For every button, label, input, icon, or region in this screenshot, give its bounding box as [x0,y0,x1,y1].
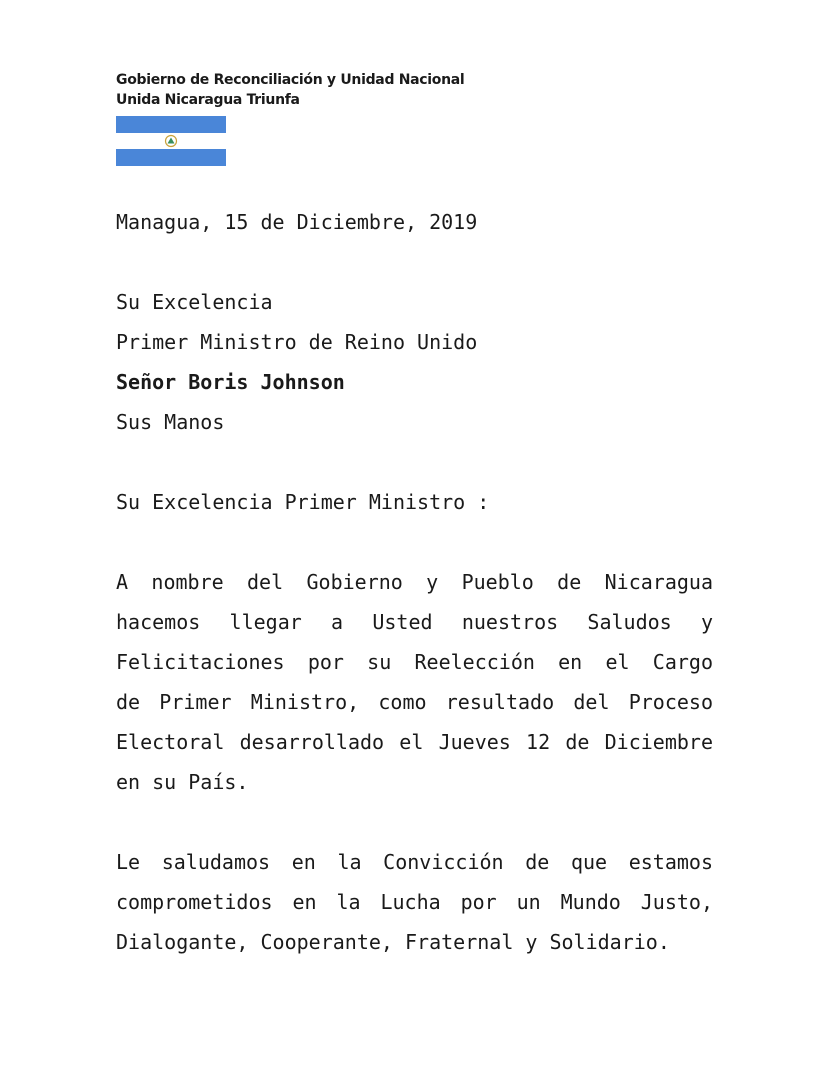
paragraph-line: hacemos llegar a Usted nuestros Saludos y [116,610,713,634]
letterhead-government-name: Gobierno de Reconciliación y Unidad Nacional [116,72,465,88]
paragraph-line: de Primer Ministro, como resultado del Proceso [116,690,713,714]
letterhead [116,70,464,110]
letterhead-slogan: Unida Nicaragua Triunfa [116,92,300,108]
paragraph-line: en su País. [116,770,249,794]
letter-body [116,202,713,962]
paragraph-line: Le saludamos en la Convicción de que estamos [116,850,713,874]
paragraph-line: Dialogante, Cooperante, Fraternal y Solidario. [116,930,670,954]
recipient-honorific: Su Excelencia [116,290,273,314]
paragraph-line: Electoral desarrollado el Jueves 12 de Diciembre [116,730,713,754]
recipient-title: Primer Ministro de Reino Unido [116,330,478,354]
flag-bottom-stripe [116,149,226,166]
paragraph-line: comprometidos en la Lucha por un Mundo Justo, [116,890,713,914]
paragraph-line: Felicitaciones por su Reelección en el Cargo [116,650,713,674]
recipient-hands: Sus Manos [116,410,225,434]
paragraph-congratulations [116,562,713,802]
salutation: Su Excelencia Primer Ministro : [116,490,490,514]
paragraph-line: A nombre del Gobierno y Pueblo de Nicaragua [116,570,713,594]
place-and-date: Managua, 15 de Diciembre, 2019 [116,210,478,234]
paragraph-commitment [116,842,713,962]
recipient-name: Señor Boris Johnson [116,370,345,394]
nicaragua-flag-icon [116,116,226,166]
flag-top-stripe [116,116,226,133]
